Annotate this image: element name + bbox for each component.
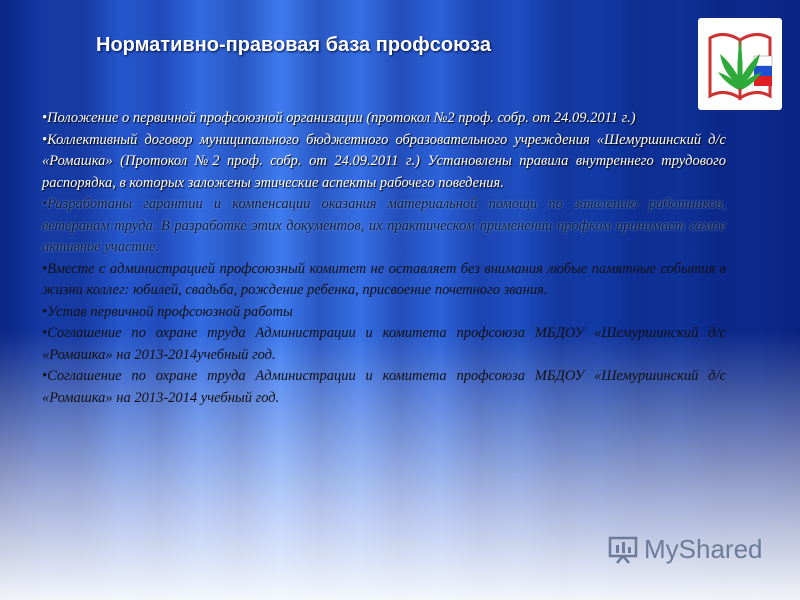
list-item: •Соглашение по охране труда Администрации и комитета профсоюза МБДОУ «Шемуршинский д/с «Ромашка» на 2013-2014учебный год. bbox=[42, 325, 726, 363]
union-logo-icon bbox=[698, 18, 782, 110]
watermark-text: MyShared bbox=[644, 534, 763, 564]
list-item: •Устав первичной профсоюзной работы bbox=[42, 303, 293, 320]
content-list bbox=[42, 108, 726, 409]
list-item: •Соглашение по охране труда Администрации и комитета профсоюза МБДОУ «Шемуршинский д/с «Ромашка» на 2013-2014 учебный год. bbox=[42, 368, 726, 406]
watermark bbox=[608, 534, 763, 565]
page-title: Нормативно-правовая база профсоюза bbox=[96, 34, 491, 56]
list-item: •Разработаны гарантии и компенсации оказания материальной помощи по заявлению работников, ветеранам труда. В разработке этих документов, их практическом применении профком принимает самое активное участие. bbox=[42, 196, 726, 255]
union-logo bbox=[698, 18, 782, 110]
list-item: •Коллективный договор муниципального бюджетного образовательного учреждения «Шемуршинский д/с «Ромашка» (Протокол №2 проф. собр. от 24.09.2011 г.) Установлены правила внутреннего трудового распорядка, в которых заложены этические аспекты рабочего поведения. bbox=[42, 131, 726, 191]
list-item: •Вместе с администрацией профсоюзный комитет не оставляет без внимания любые памятные события в жизни коллег: юбилей, свадьба, рождение ребенка, присвоение почетного звания. bbox=[42, 260, 726, 298]
list-item: •Положение о первичной профсоюзной организации (протокол №2 проф. собр. от 24.09.2011 г.) bbox=[42, 110, 636, 126]
myshared-icon bbox=[608, 535, 638, 565]
